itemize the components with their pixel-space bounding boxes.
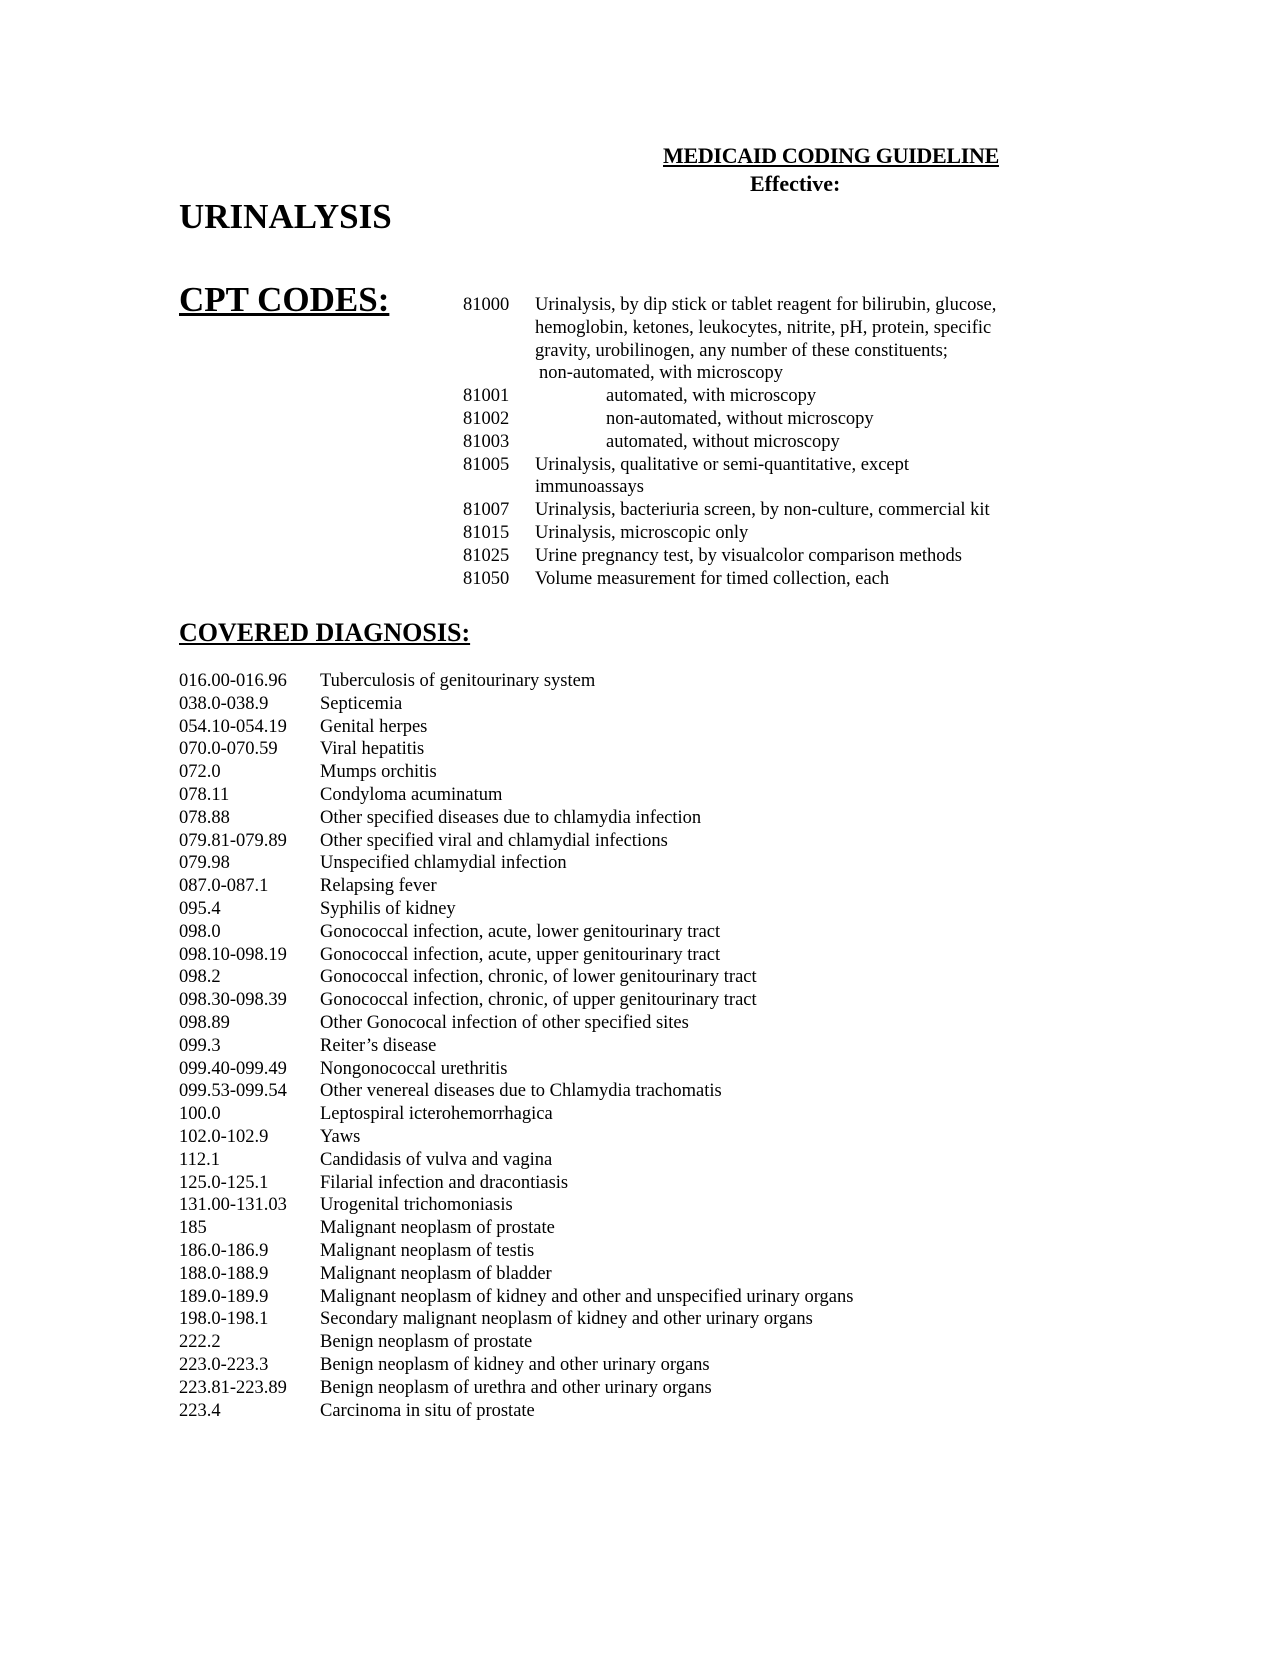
diagnosis-row [179, 921, 853, 944]
diagnosis-description: Tuberculosis of genitourinary system [320, 671, 596, 691]
diagnosis-code: 078.88 [179, 807, 230, 828]
cpt-description: non-automated, with microscopy [539, 363, 784, 384]
cpt-description: automated, without microscopy [606, 431, 840, 452]
diagnosis-row [179, 670, 853, 693]
diagnosis-code: 198.0-198.1 [179, 1309, 269, 1330]
diagnosis-description: Other venereal diseases due to Chlamydia trachomatis [320, 1081, 722, 1102]
cpt-description: automated, with microscopy [606, 386, 817, 407]
diagnosis-code: 099.3 [179, 1035, 221, 1056]
cpt-row [463, 568, 1039, 591]
page-title: URINALYSIS [179, 197, 392, 236]
diagnosis-row [179, 1172, 853, 1195]
cpt-code: 81002 [463, 408, 510, 429]
diagnosis-code: 125.0-125.1 [179, 1172, 269, 1193]
diagnosis-code: 079.98 [179, 853, 230, 874]
diagnosis-description: Benign neoplasm of urethra and other urinary organs [320, 1377, 712, 1398]
cpt-description: Urinalysis, qualitative or semi-quantitative, except [535, 454, 910, 475]
diagnosis-description: Benign neoplasm of prostate [320, 1332, 533, 1353]
diagnosis-code: 079.81-079.89 [179, 830, 287, 851]
diagnosis-code: 099.53-099.54 [179, 1081, 287, 1102]
cpt-code: 81001 [463, 386, 510, 407]
cpt-description: gravity, urobilinogen, any number of these constituents; [535, 340, 948, 361]
diagnosis-row [179, 1377, 853, 1400]
diagnosis-description: Reiter’s disease [320, 1035, 437, 1056]
diagnosis-code: 070.0-070.59 [179, 739, 278, 760]
cpt-code: 81025 [463, 545, 510, 566]
cpt-description: Urinalysis, microscopic only [535, 522, 749, 543]
diagnosis-row [179, 1240, 853, 1263]
diagnosis-description: Mumps orchitis [320, 762, 437, 783]
diagnosis-description: Malignant neoplasm of prostate [320, 1218, 555, 1239]
cpt-code: 81007 [463, 500, 510, 521]
diagnosis-code: 189.0-189.9 [179, 1286, 269, 1307]
diagnosis-description: Nongonococcal urethritis [320, 1058, 508, 1079]
cpt-code [463, 476, 535, 499]
diagnosis-code: 098.89 [179, 1012, 230, 1033]
cpt-code: 81000 [463, 295, 510, 315]
diagnosis-row [179, 875, 853, 898]
cpt-codes-heading: CPT CODES: [179, 280, 390, 319]
diagnosis-row [179, 830, 853, 853]
diagnosis-code: 095.4 [179, 898, 221, 919]
diagnosis-row [179, 1126, 853, 1149]
cpt-description: immunoassays [535, 477, 644, 498]
diagnosis-row [179, 966, 853, 989]
diagnosis-description: Gonococcal infection, chronic, of upper genitourinary tract [320, 990, 757, 1011]
cpt-code [463, 362, 535, 385]
diagnosis-description: Candidasis of vulva and vagina [320, 1149, 553, 1170]
diagnosis-row [179, 807, 853, 830]
diagnosis-description: Other specified viral and chlamydial infections [320, 830, 668, 851]
diagnosis-description: Yaws [320, 1126, 361, 1147]
diagnosis-row [179, 1331, 853, 1354]
diagnosis-description: Secondary malignant neoplasm of kidney and other urinary organs [320, 1309, 813, 1330]
cpt-description: Urinalysis, bacteriuria screen, by non-culture, commercial kit [535, 500, 990, 521]
diagnosis-code: 038.0-038.9 [179, 693, 269, 714]
diagnosis-row [179, 1308, 853, 1331]
diagnosis-code: 099.40-099.49 [179, 1058, 287, 1079]
diagnosis-row [179, 1012, 853, 1035]
diagnosis-row [179, 1080, 853, 1103]
diagnosis-code: 098.0 [179, 921, 221, 942]
diagnosis-row [179, 852, 853, 875]
diagnosis-row [179, 1286, 853, 1309]
diagnosis-code: 102.0-102.9 [179, 1126, 269, 1147]
diagnosis-description: Leptospiral icterohemorrhagica [320, 1104, 553, 1125]
diagnosis-row [179, 1354, 853, 1377]
cpt-row [463, 522, 1039, 545]
guideline-header: MEDICAID CODING GUIDELINE [663, 143, 999, 168]
diagnosis-code: 078.11 [179, 784, 230, 805]
diagnosis-description: Malignant neoplasm of bladder [320, 1263, 552, 1284]
cpt-row [463, 545, 1039, 568]
covered-diagnosis-list [179, 670, 853, 1422]
cpt-row [463, 294, 1039, 317]
cpt-row [463, 431, 1039, 454]
diagnosis-code: 098.10-098.19 [179, 944, 287, 965]
cpt-code [463, 317, 535, 340]
diagnosis-description: Gonococcal infection, acute, upper genitourinary tract [320, 944, 721, 965]
diagnosis-code: 223.81-223.89 [179, 1377, 287, 1398]
diagnosis-code: 223.4 [179, 1400, 221, 1421]
diagnosis-code: 112.1 [179, 1149, 220, 1170]
effective-label: Effective: [750, 171, 841, 196]
diagnosis-row [179, 989, 853, 1012]
diagnosis-code: 223.0-223.3 [179, 1354, 269, 1375]
diagnosis-description: Malignant neoplasm of testis [320, 1240, 535, 1261]
diagnosis-row [179, 1058, 853, 1081]
cpt-description: Urinalysis, by dip stick or tablet reagent for bilirubin, glucose, [535, 295, 997, 315]
diagnosis-row [179, 1263, 853, 1286]
diagnosis-code: 087.0-087.1 [179, 876, 269, 897]
cpt-row [463, 317, 1039, 340]
diagnosis-row [179, 1035, 853, 1058]
diagnosis-description: Viral hepatitis [320, 739, 425, 760]
cpt-row [463, 385, 1039, 408]
diagnosis-row [179, 738, 853, 761]
diagnosis-description: Benign neoplasm of kidney and other urinary organs [320, 1354, 710, 1375]
diagnosis-description: Other Gonococal infection of other specified sites [320, 1012, 689, 1033]
cpt-description: Urine pregnancy test, by visualcolor comparison methods [535, 545, 962, 566]
cpt-code: 81005 [463, 454, 510, 475]
diagnosis-code: 098.30-098.39 [179, 990, 287, 1011]
diagnosis-code: 016.00-016.96 [179, 671, 287, 691]
diagnosis-description: Syphilis of kidney [320, 898, 456, 919]
diagnosis-row [179, 1149, 853, 1172]
diagnosis-description: Gonococcal infection, chronic, of lower genitourinary tract [320, 967, 757, 988]
covered-diagnosis-heading: COVERED DIAGNOSIS: [179, 618, 471, 647]
diagnosis-code: 131.00-131.03 [179, 1195, 287, 1216]
diagnosis-row [179, 1194, 853, 1217]
cpt-description: Volume measurement for timed collection, each [535, 568, 890, 589]
diagnosis-code: 188.0-188.9 [179, 1263, 269, 1284]
diagnosis-description: Carcinoma in situ of prostate [320, 1400, 535, 1421]
diagnosis-row [179, 761, 853, 784]
cpt-row [463, 362, 1039, 385]
diagnosis-description: Unspecified chlamydial infection [320, 853, 567, 874]
diagnosis-code: 222.2 [179, 1332, 221, 1353]
diagnosis-code: 054.10-054.19 [179, 716, 287, 737]
diagnosis-code: 100.0 [179, 1104, 221, 1125]
diagnosis-code: 186.0-186.9 [179, 1240, 269, 1261]
diagnosis-description: Gonococcal infection, acute, lower genitourinary tract [320, 921, 721, 942]
diagnosis-row [179, 1217, 853, 1240]
cpt-code: 81050 [463, 568, 510, 589]
diagnosis-code: 098.2 [179, 967, 221, 988]
cpt-description: hemoglobin, ketones, leukocytes, nitrite, pH, protein, specific [535, 317, 992, 338]
cpt-description: non-automated, without microscopy [606, 408, 874, 429]
diagnosis-row [179, 1400, 853, 1423]
diagnosis-description: Condyloma acuminatum [320, 784, 503, 805]
diagnosis-row [179, 944, 853, 967]
diagnosis-description: Septicemia [320, 693, 403, 714]
cpt-row [463, 408, 1039, 431]
cpt-row [463, 340, 1039, 363]
cpt-row [463, 499, 1039, 522]
cpt-code: 81015 [463, 522, 510, 543]
diagnosis-description: Filarial infection and dracontiasis [320, 1172, 569, 1193]
diagnosis-row [179, 898, 853, 921]
cpt-row [463, 454, 1039, 477]
diagnosis-description: Urogenital trichomoniasis [320, 1195, 513, 1216]
diagnosis-row [179, 716, 853, 739]
cpt-row [463, 476, 1039, 499]
cpt-code: 81003 [463, 431, 510, 452]
diagnosis-code: 072.0 [179, 762, 221, 783]
diagnosis-row [179, 1103, 853, 1126]
diagnosis-code: 185 [179, 1218, 207, 1239]
diagnosis-description: Malignant neoplasm of kidney and other and unspecified urinary organs [320, 1286, 854, 1307]
diagnosis-description: Relapsing fever [320, 876, 437, 897]
diagnosis-row [179, 693, 853, 716]
diagnosis-description: Genital herpes [320, 716, 428, 737]
cpt-code [463, 340, 535, 363]
cpt-codes-list [463, 294, 1039, 590]
diagnosis-row [179, 784, 853, 807]
diagnosis-description: Other specified diseases due to chlamydia infection [320, 807, 702, 828]
